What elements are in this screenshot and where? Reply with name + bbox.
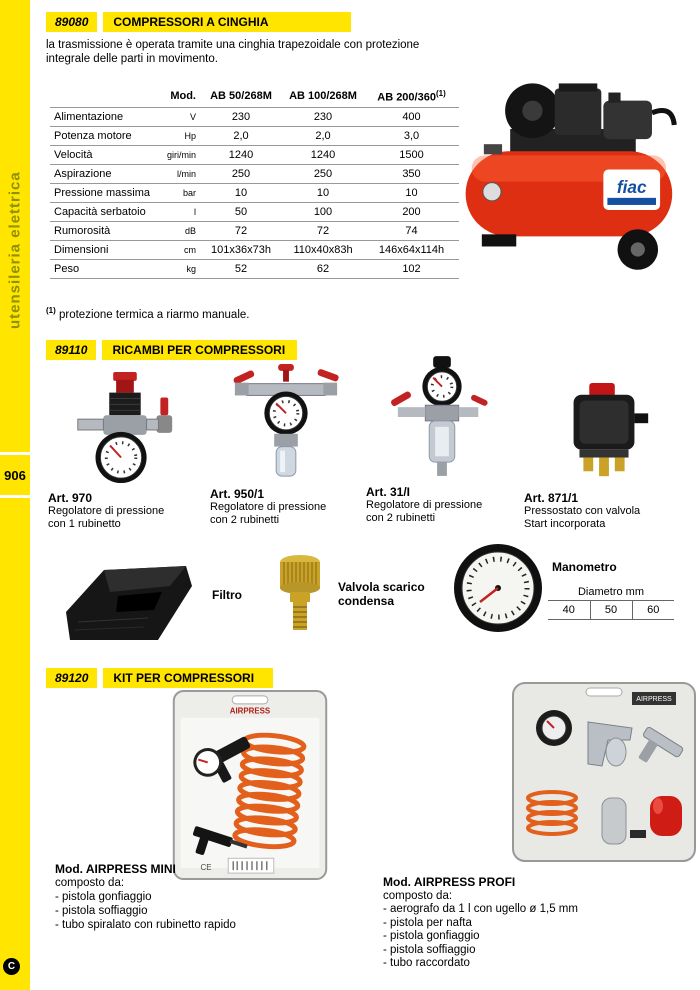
table-row	[50, 259, 459, 278]
product-art-number: Art. 950/1	[210, 487, 265, 501]
regulator-31-image	[366, 362, 518, 480]
diametro-table	[548, 584, 674, 620]
diametro-value: 60	[632, 601, 674, 620]
kit-model-name: Mod. AIRPRESS MINI	[55, 862, 176, 876]
row-unit: l	[194, 206, 196, 217]
row-unit: cm	[184, 244, 196, 255]
section-description: la trasmissione è operata tramite una cinghia trapezoidale con protezione integrale delle parti in movimento.	[46, 39, 420, 65]
row-label: Potenza motore	[54, 129, 132, 142]
row-label: Aspirazione	[54, 167, 112, 180]
cell-value: 230	[282, 107, 364, 126]
table-row	[50, 164, 459, 183]
cell-value: 2,0	[200, 126, 282, 145]
filtro-image	[58, 552, 198, 647]
filtro-label: Filtro	[212, 588, 242, 602]
section-header-89110	[46, 340, 297, 360]
product-description: Regolatore di pressione con 2 rubinetti	[210, 501, 327, 526]
regulator-970-image	[48, 368, 200, 486]
product-art-950-1	[210, 364, 362, 527]
section-code: 89110	[46, 340, 96, 360]
row-label: Alimentazione	[54, 110, 124, 123]
row-unit: kg	[186, 263, 196, 274]
valvola-image	[268, 550, 332, 642]
cell-value: 100	[282, 202, 364, 221]
kit-item: - pistola soffiaggio	[55, 905, 148, 917]
cell-value: 74	[364, 221, 459, 240]
row-label: Capacità serbatoio	[54, 205, 146, 218]
kit-profi-text	[383, 876, 683, 971]
product-description: Pressostato con valvola Start incorporata	[524, 505, 641, 530]
section-code: 89120	[46, 668, 97, 688]
manometro-label: Manometro	[552, 560, 617, 574]
kit-profi-image	[510, 680, 698, 864]
cell-value: 10	[282, 183, 364, 202]
row-label: Rumorosità	[54, 224, 111, 237]
kit-item: - pistola per nafta	[383, 916, 472, 929]
valvola-label: Valvola scarico condensa	[338, 580, 425, 608]
sidebar-category-label: utensileria elettrica	[6, 171, 24, 329]
svg-text:fiac: fiac	[616, 176, 647, 197]
table-row	[50, 202, 459, 221]
kit-model-name: Mod. AIRPRESS PROFI	[383, 875, 516, 889]
diametro-value: 40	[548, 601, 590, 620]
row-label: Peso	[54, 262, 80, 275]
kit-item: - pistola soffiaggio	[383, 943, 476, 956]
cell-value: 10	[364, 183, 459, 202]
cell-value: 250	[200, 164, 282, 183]
kit-mini-image	[170, 688, 330, 884]
kit-item: - pistola gonfiaggio	[383, 930, 480, 942]
table-row	[50, 126, 459, 145]
cell-value: 1240	[282, 145, 364, 164]
section-title: KIT PER COMPRESSORI	[103, 668, 273, 688]
cell-value: 230	[200, 107, 282, 126]
manometro-image	[452, 542, 544, 634]
table-row	[50, 107, 459, 126]
section-header-89120	[46, 668, 273, 688]
svg-text:CE: CE	[200, 863, 212, 873]
diametro-row	[548, 601, 674, 620]
cell-value: 2,0	[282, 126, 364, 145]
regulator-950-image	[210, 364, 362, 482]
table-row	[50, 183, 459, 202]
section-header-89080	[46, 12, 351, 32]
cell-value: 250	[282, 164, 364, 183]
cell-value: 3,0	[364, 126, 459, 145]
cell-value: 72	[200, 221, 282, 240]
col-header-ab100: AB 100/268M	[282, 86, 364, 107]
diametro-value: 50	[590, 601, 632, 620]
cell-value: 102	[364, 259, 459, 278]
kit-item: - aerografo da 1 l con ugello ø 1,5 mm	[383, 903, 578, 915]
cell-value: 1240	[200, 145, 282, 164]
kit-subtitle: composto da:	[55, 877, 125, 889]
cell-value: 72	[282, 221, 364, 240]
cell-value: 62	[282, 259, 364, 278]
kit-mini-text	[55, 862, 345, 932]
cell-value: 101x36x73h	[200, 240, 282, 259]
product-art-number: Art. 970	[48, 491, 93, 505]
diametro-header: Diametro mm	[548, 584, 674, 601]
kit-subtitle: composto da:	[383, 889, 453, 902]
cell-value: 350	[364, 164, 459, 183]
svg-text:AIRPRESS: AIRPRESS	[636, 696, 672, 703]
row-unit: Hp	[184, 130, 196, 141]
row-unit: l/min	[176, 168, 196, 179]
cell-value: 146x64x114h	[364, 240, 459, 259]
product-art-31	[366, 362, 518, 525]
kit-item: - tubo raccordato	[383, 957, 470, 969]
row-label: Pressione massima	[54, 186, 150, 199]
col-header-ab50: AB 50/268M	[200, 86, 282, 107]
table-row	[50, 145, 459, 164]
section-code: 89080	[46, 12, 97, 32]
cell-value: 50	[200, 202, 282, 221]
pressostato-image	[524, 368, 684, 486]
row-label: Velocità	[54, 148, 93, 161]
table-footnote: $^{(1)}$ protezione termica a riarmo manuale.	[46, 306, 250, 321]
product-description: Regolatore di pressione con 2 rubinetti	[366, 499, 483, 524]
kit-item: - pistola gonfiaggio	[55, 891, 152, 903]
kit-item: - tubo spiralato con rubinetto rapido	[55, 919, 236, 931]
product-art-number: Art. 871/1	[524, 491, 579, 505]
row-unit: giri/min	[166, 149, 196, 160]
row-label: Dimensioni	[54, 243, 109, 256]
row-unit: dB	[184, 225, 196, 236]
table-row	[50, 221, 459, 240]
product-description: Regolatore di pressione con 1 rubinetto	[48, 505, 165, 530]
spec-table	[50, 86, 459, 279]
publisher-logo: C	[3, 958, 20, 975]
section-title: COMPRESSORI A CINGHIA	[103, 12, 351, 32]
col-header-mod: Mod.	[50, 86, 200, 107]
cell-value: 10	[200, 183, 282, 202]
row-unit: bar	[182, 187, 196, 198]
section-title: RICAMBI PER COMPRESSORI	[102, 340, 297, 360]
page-number-badge: 906	[0, 452, 30, 498]
table-row	[50, 240, 459, 259]
svg-text:AIRPRESS: AIRPRESS	[229, 706, 271, 716]
cell-value: 52	[200, 259, 282, 278]
cell-value: 200	[364, 202, 459, 221]
product-art-871	[524, 368, 684, 531]
cell-value: 110x40x83h	[282, 240, 364, 259]
row-unit: V	[189, 111, 196, 122]
product-art-970	[48, 368, 200, 531]
table-header-row	[50, 86, 459, 107]
cell-value: 400	[364, 107, 459, 126]
compressor-image	[453, 50, 697, 288]
product-art-number: Art. 31/I	[366, 485, 411, 499]
cell-value: 1500	[364, 145, 459, 164]
col-header-ab200: AB 200/360$^{(1)}$	[364, 86, 459, 107]
